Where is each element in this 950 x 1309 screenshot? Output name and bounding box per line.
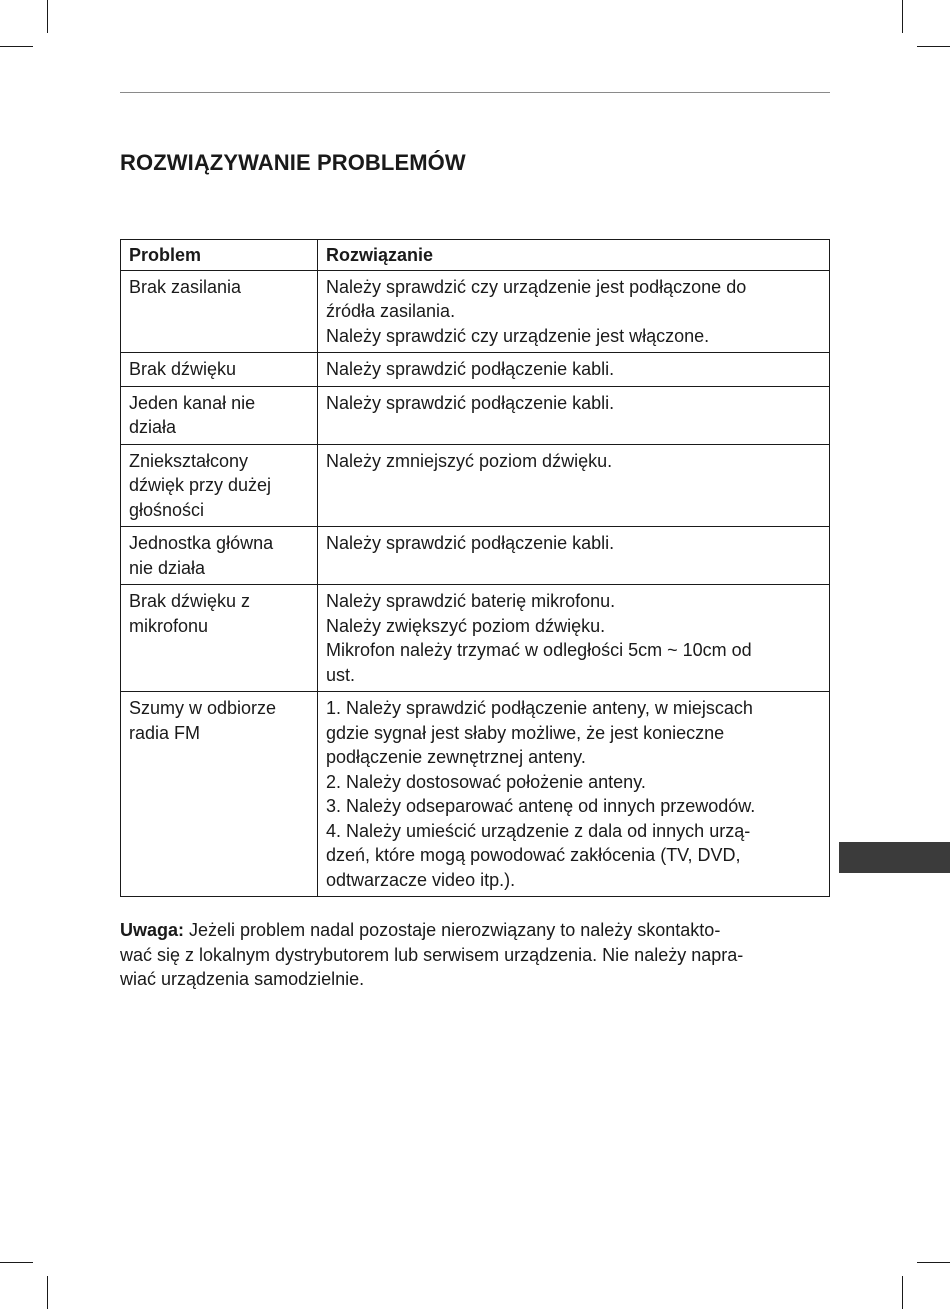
solution-text-line: Należy sprawdzić czy urządzenie jest włączone.	[326, 325, 710, 346]
problem-text-line: Zniekształcony	[129, 450, 249, 471]
crop-mark-bottom-left-v	[47, 1276, 48, 1309]
note-line: Jeżeli problem nadal pozostaje nierozwiązany to należy skontakto-	[184, 920, 721, 940]
problem-text-line: Jednostka główna	[129, 533, 274, 553]
problem-cell	[121, 444, 318, 527]
crop-mark-top-right-h	[917, 46, 950, 47]
note-paragraph	[120, 918, 832, 992]
solution-cell	[318, 270, 830, 353]
solution-text-line: Należy sprawdzić podłączenie kabli.	[326, 392, 615, 413]
solution-text-line: Należy zwiększyć poziom dźwięku.	[326, 615, 606, 636]
column-header-solution: Rozwiązanie	[318, 240, 830, 271]
table-row	[121, 444, 830, 527]
solution-text-line: gdzie sygnał jest słaby możliwe, że jest konieczne	[326, 722, 725, 743]
table-header-row	[121, 240, 830, 271]
table-row	[121, 692, 830, 897]
problem-text-line: Brak zasilania	[129, 276, 242, 297]
solution-cell	[318, 585, 830, 692]
page-title: ROZWIĄZYWANIE PROBLEMÓW	[120, 150, 466, 175]
solution-text-line: źródła zasilania.	[326, 301, 456, 321]
crop-mark-bottom-right-h	[917, 1262, 950, 1263]
crop-mark-top-left-h	[0, 46, 33, 47]
solution-text-line: Należy sprawdzić czy urządzenie jest podłączone do	[326, 276, 747, 297]
problem-cell	[121, 353, 318, 387]
table-row	[121, 270, 830, 353]
table-row	[121, 353, 830, 387]
troubleshooting-table	[120, 239, 830, 897]
section-tab-marker	[839, 842, 950, 873]
solution-text-line: dzeń, które mogą powodować zakłócenia (TV, DVD,	[326, 845, 741, 865]
table-row	[121, 386, 830, 444]
problem-cell	[121, 270, 318, 353]
problem-text-line: radia FM	[129, 722, 201, 743]
problem-text-line: Brak dźwięku	[129, 359, 237, 379]
solution-text-line: Należy sprawdzić podłączenie kabli.	[326, 359, 615, 379]
crop-mark-top-left-v	[47, 0, 48, 33]
solution-cell	[318, 527, 830, 585]
table-body	[121, 270, 830, 897]
note-line: wiać urządzenia samodzielnie.	[120, 969, 365, 989]
table-row	[121, 585, 830, 692]
crop-mark-top-right-v	[902, 0, 903, 33]
solution-cell	[318, 444, 830, 527]
crop-mark-bottom-left-h	[0, 1262, 33, 1263]
table-row	[121, 527, 830, 585]
problem-cell	[121, 585, 318, 692]
solution-text-line: podłączenie zewnętrznej anteny.	[326, 747, 586, 767]
problem-text-line: dźwięk przy dużej	[129, 475, 272, 495]
solution-cell	[318, 692, 830, 897]
problem-cell	[121, 692, 318, 897]
note-label: Uwaga:	[120, 920, 185, 940]
solution-text-line: 1. Należy sprawdzić podłączenie anteny, w miejscach	[326, 698, 753, 718]
problem-text-line: Szumy w odbiorze	[129, 698, 277, 718]
solution-cell	[318, 353, 830, 387]
solution-text-line: Należy sprawdzić podłączenie kabli.	[326, 533, 615, 553]
problem-text-line: mikrofonu	[129, 615, 209, 636]
problem-cell	[121, 386, 318, 444]
solution-cell	[318, 386, 830, 444]
solution-text-line: 4. Należy umieścić urządzenie z dala od innych urzą-	[326, 820, 751, 841]
solution-text-line: Należy zmniejszyć poziom dźwięku.	[326, 450, 613, 471]
problem-text-line: Brak dźwięku z	[129, 591, 251, 611]
crop-mark-bottom-right-v	[902, 1276, 903, 1309]
problem-text-line: Jeden kanał nie	[129, 392, 256, 413]
problem-text-line: nie działa	[129, 557, 206, 578]
problem-text-line: głośności	[129, 499, 205, 520]
solution-text-line: 2. Należy dostosować położenie anteny.	[326, 771, 646, 792]
problem-text-line: działa	[129, 417, 177, 437]
column-header-problem: Problem	[121, 240, 318, 271]
solution-text-line: Mikrofon należy trzymać w odległości 5cm ~ 10cm od	[326, 640, 752, 660]
header-rule	[120, 92, 830, 93]
solution-text-line: ust.	[326, 664, 356, 685]
solution-text-line: odtwarzacze video itp.).	[326, 869, 516, 890]
note-line: wać się z lokalnym dystrybutorem lub serwisem urządzenia. Nie należy napra-	[120, 944, 744, 965]
solution-text-line: 3. Należy odseparować antenę od innych przewodów.	[326, 796, 756, 816]
problem-cell	[121, 527, 318, 585]
solution-text-line: Należy sprawdzić baterię mikrofonu.	[326, 591, 616, 611]
